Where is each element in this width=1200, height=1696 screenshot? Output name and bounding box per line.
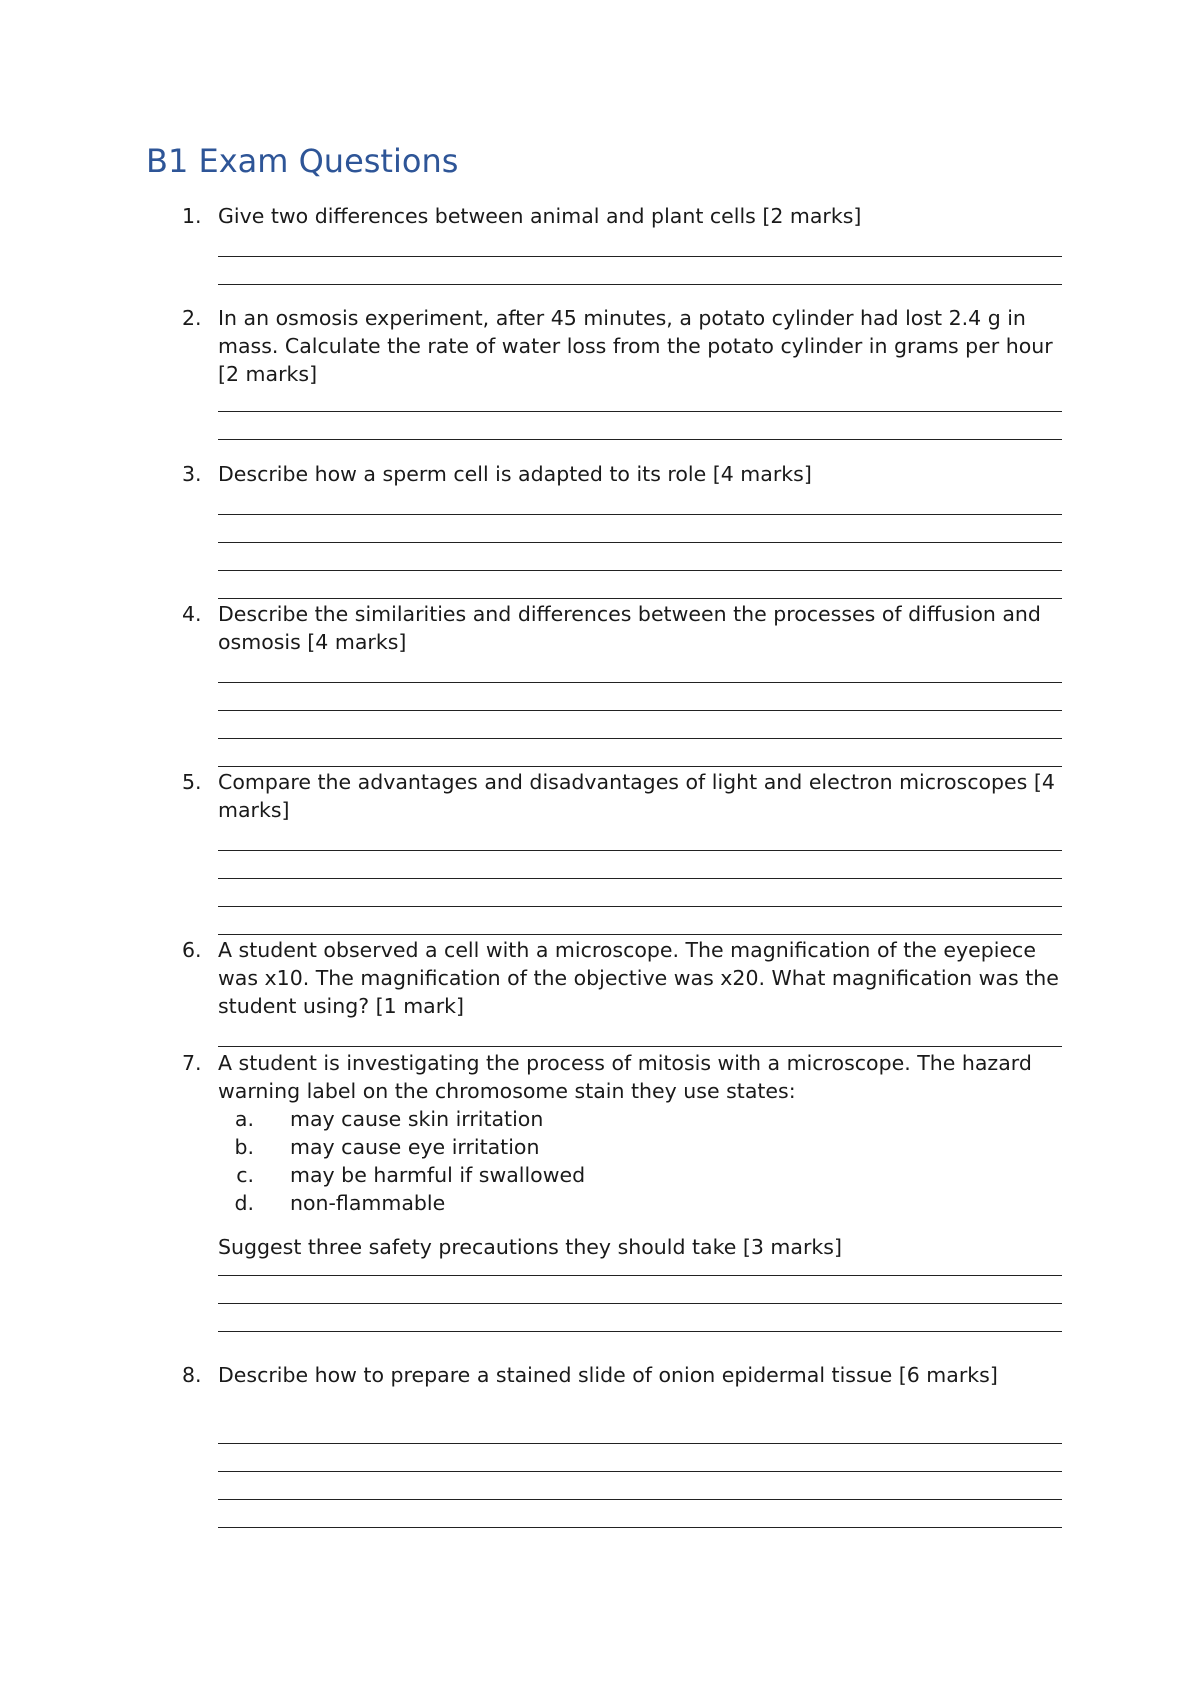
answer-line[interactable] <box>218 906 1062 907</box>
answer-line[interactable] <box>218 542 1062 543</box>
list-text: may cause eye irritation <box>290 1135 540 1159</box>
answer-line[interactable] <box>218 256 1062 257</box>
list-letter: a. <box>234 1107 254 1131</box>
answer-line[interactable] <box>218 1527 1062 1528</box>
question-text: A student observed a cell with a microscope. The magnification of the eyepiece was x10. The magnification of the objective was x20. What magnification was the student using? [1 mark] <box>218 938 1059 1018</box>
question-prompt: Suggest three safety precautions they should take [3 marks] <box>218 1235 842 1259</box>
question-number: 4. <box>182 602 202 626</box>
question-number: 2. <box>182 306 202 330</box>
question-text: A student is investigating the process of mitosis with a microscope. The hazard warning label on the chromosome stain they use states: <box>218 1051 1032 1103</box>
page-title: B1 Exam Questions <box>146 142 459 180</box>
question-number: 3. <box>182 462 202 486</box>
answer-line[interactable] <box>218 411 1062 412</box>
answer-line[interactable] <box>218 439 1062 440</box>
question-text: Give two differences between animal and plant cells [2 marks] <box>218 204 862 228</box>
list-text: may be harmful if swallowed <box>290 1163 586 1187</box>
answer-line[interactable] <box>218 738 1062 739</box>
list-letter: c. <box>236 1163 254 1187</box>
answer-line[interactable] <box>218 710 1062 711</box>
answer-line[interactable] <box>218 850 1062 851</box>
answer-line[interactable] <box>218 1046 1062 1047</box>
answer-line[interactable] <box>218 682 1062 683</box>
answer-line[interactable] <box>218 284 1062 285</box>
question-text: In an osmosis experiment, after 45 minutes, a potato cylinder had lost 2.4 g in mass. Calculate the rate of water loss from the potato cylinder in grams per hour [2 marks] <box>218 306 1053 386</box>
question-number: 7. <box>182 1051 202 1075</box>
answer-line[interactable] <box>218 1331 1062 1332</box>
answer-line[interactable] <box>218 1303 1062 1304</box>
answer-line[interactable] <box>218 514 1062 515</box>
list-text: non-flammable <box>290 1191 446 1215</box>
answer-line[interactable] <box>218 1443 1062 1444</box>
question-number: 6. <box>182 938 202 962</box>
list-letter: b. <box>234 1135 254 1159</box>
question-text: Describe how to prepare a stained slide of onion epidermal tissue [6 marks] <box>218 1363 998 1387</box>
question-text: Describe how a sperm cell is adapted to its role [4 marks] <box>218 462 812 486</box>
answer-line[interactable] <box>218 878 1062 879</box>
answer-line[interactable] <box>218 934 1062 935</box>
answer-line[interactable] <box>218 1499 1062 1500</box>
question-text: Compare the advantages and disadvantages of light and electron microscopes [4 marks] <box>218 770 1055 822</box>
list-text: may cause skin irritation <box>290 1107 544 1131</box>
question-number: 8. <box>182 1363 202 1387</box>
question-number: 5. <box>182 770 202 794</box>
answer-line[interactable] <box>218 570 1062 571</box>
answer-line[interactable] <box>218 1471 1062 1472</box>
question-number: 1. <box>182 204 202 228</box>
answer-line[interactable] <box>218 1275 1062 1276</box>
answer-line[interactable] <box>218 766 1062 767</box>
question-text: Describe the similarities and differences between the processes of diffusion and osmosis [4 marks] <box>218 602 1041 654</box>
list-letter: d. <box>234 1191 254 1215</box>
answer-line[interactable] <box>218 598 1062 599</box>
